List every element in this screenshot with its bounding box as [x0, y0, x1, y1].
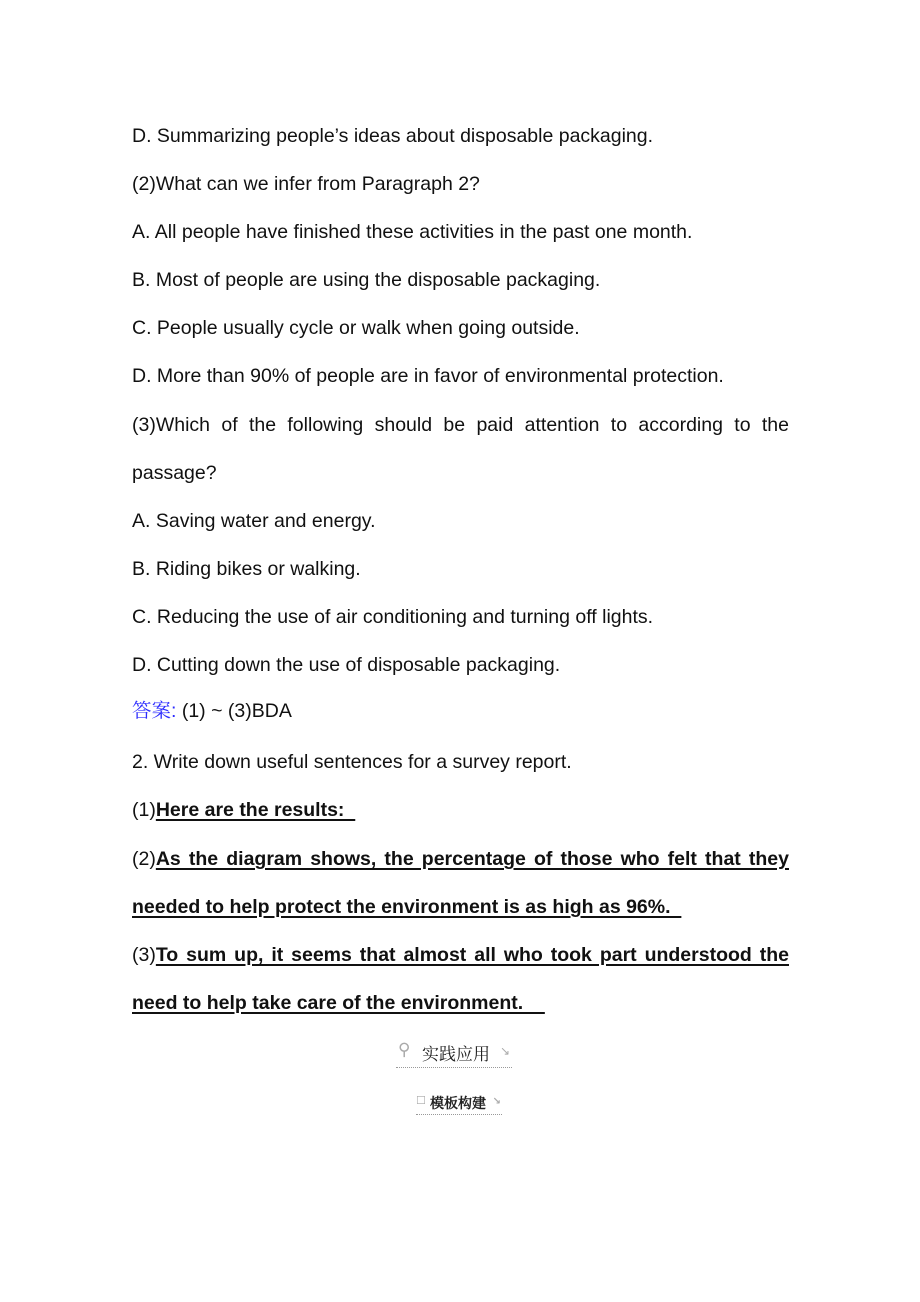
option-3b: B. Riding bikes or walking. — [132, 558, 361, 580]
question-3-line1: (3)Which of the following should be paid attention to according to the — [132, 414, 789, 436]
question-2: (2)What can we infer from Paragraph 2? — [132, 173, 480, 195]
option-3a: A. Saving water and energy. — [132, 510, 376, 532]
sentence-number: (1) — [132, 799, 156, 821]
sentence-1 — [132, 798, 355, 822]
option-2b: B. Most of people are using the disposable packaging. — [132, 269, 601, 291]
option-2c: C. People usually cycle or walk when going outside. — [132, 317, 580, 339]
magnifier-icon: ⚲ — [398, 1040, 411, 1060]
answer-label: 答案: — [132, 700, 177, 722]
answer-line — [132, 699, 292, 723]
sentence-text: To sum up, it seems that almost all who took part understood the — [155, 944, 789, 966]
sentence-2-line1 — [132, 847, 789, 871]
template-banner — [416, 1093, 502, 1115]
task-2: 2. Write down useful sentences for a survey report. — [132, 751, 572, 773]
option-2a: A. All people have finished these activities in the past one month. — [132, 221, 693, 243]
answer-value: (1) ~ (3)BDA — [176, 700, 292, 722]
swirl-icon: ↘ — [499, 1044, 510, 1058]
option-3c: C. Reducing the use of air conditioning and turning off lights. — [132, 606, 654, 628]
option-2d: D. More than 90% of people are in favor of environmental protection. — [132, 365, 724, 387]
swirl-icon: ↘ — [492, 1096, 501, 1107]
sentence-text: Here are the results: — [155, 799, 356, 821]
banner-title: 实践应用 — [422, 1045, 490, 1065]
banner-title: 模板构建 — [430, 1096, 486, 1112]
sentence-number: (3) — [132, 944, 156, 966]
option-1d: D. Summarizing people’s ideas about disposable packaging. — [132, 125, 654, 147]
sentence-text: As the diagram shows, the percentage of those who felt that they — [155, 848, 789, 870]
sentence-2-line2: needed to help protect the environment is as high as 96%. — [132, 896, 682, 918]
question-3-line2: passage? — [132, 462, 217, 484]
option-3d: D. Cutting down the use of disposable packaging. — [132, 654, 561, 676]
sentence-number: (2) — [132, 848, 156, 870]
sentence-3-line2: need to help take care of the environment. — [132, 992, 545, 1014]
checkbox-icon: ☐ — [416, 1094, 426, 1107]
practice-banner — [396, 1040, 512, 1068]
sentence-3-line1 — [132, 943, 789, 967]
